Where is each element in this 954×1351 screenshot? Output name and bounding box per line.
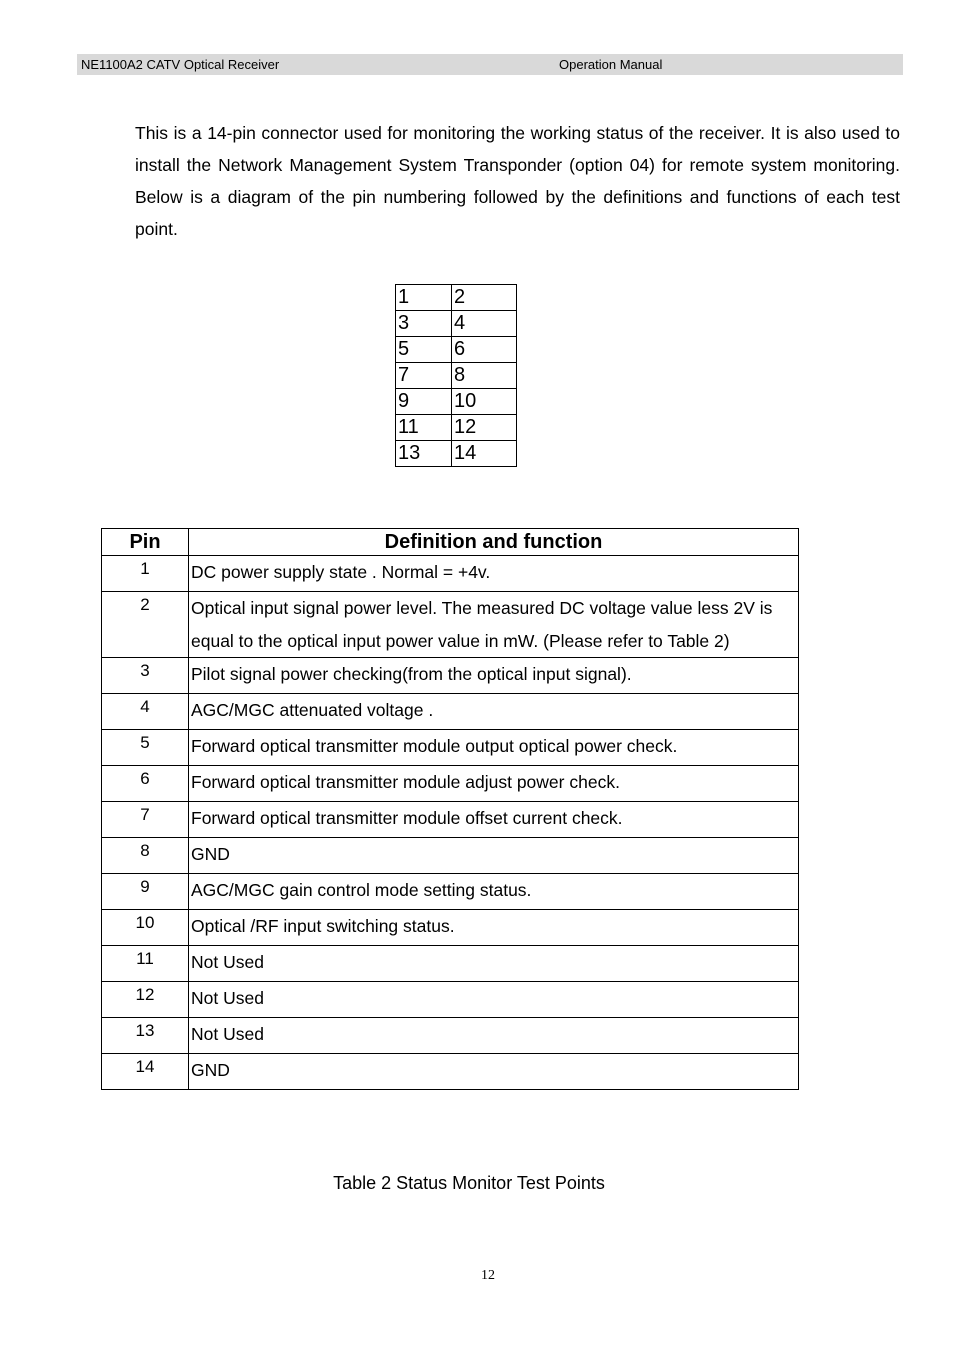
pin-number-cell: 2 <box>102 592 189 658</box>
pin-number-cell: 4 <box>102 694 189 730</box>
pin-number-cell: 7 <box>102 802 189 838</box>
pin-number-cell: 11 <box>102 946 189 982</box>
pin-grid-row <box>396 311 517 337</box>
table-header-row <box>102 529 799 556</box>
definition-cell: AGC/MGC attenuated voltage . <box>189 694 799 730</box>
pin-number-cell: 8 <box>102 838 189 874</box>
table-row <box>102 1018 799 1054</box>
pin-column-header: Pin <box>102 529 189 556</box>
pin-definition-table <box>101 528 799 1090</box>
page-header <box>77 54 903 75</box>
pin-grid-cell: 7 <box>396 363 452 389</box>
pin-number-cell: 12 <box>102 982 189 1018</box>
definition-cell: Optical /RF input switching status. <box>189 910 799 946</box>
pin-grid-row <box>396 415 517 441</box>
pin-number-cell: 10 <box>102 910 189 946</box>
pin-grid-cell: 11 <box>396 415 452 441</box>
pin-grid-cell: 8 <box>452 363 517 389</box>
pin-grid-cell: 6 <box>452 337 517 363</box>
pin-grid-row <box>396 285 517 311</box>
pin-number-cell: 9 <box>102 874 189 910</box>
table-row <box>102 766 799 802</box>
pin-grid-cell: 4 <box>452 311 517 337</box>
definition-cell: AGC/MGC gain control mode setting status. <box>189 874 799 910</box>
table-row <box>102 730 799 766</box>
pin-grid-cell: 2 <box>452 285 517 311</box>
pin-grid-cell: 5 <box>396 337 452 363</box>
definition-cell: Not Used <box>189 1018 799 1054</box>
table-row <box>102 556 799 592</box>
pin-grid-cell: 3 <box>396 311 452 337</box>
table-row <box>102 838 799 874</box>
pin-numbering-diagram <box>395 284 517 467</box>
pin-grid-row <box>396 441 517 467</box>
intro-paragraph: This is a 14-pin connector used for monitoring the working status of the receiver. It is also used to install the Network Management System Transponder (option 04) for remote system monitoring. Below is a diagram of the pin numbering followed by the definitions and functions of each test point. <box>135 123 900 239</box>
pin-grid-row <box>396 337 517 363</box>
pin-grid-cell: 1 <box>396 285 452 311</box>
table-row <box>102 592 799 658</box>
table-row <box>102 802 799 838</box>
page-number: 12 <box>481 1268 495 1283</box>
definition-column-header: Definition and function <box>189 529 799 556</box>
pin-number-cell: 3 <box>102 658 189 694</box>
table-row <box>102 982 799 1018</box>
table-row <box>102 946 799 982</box>
definition-cell: Not Used <box>189 982 799 1018</box>
pin-grid-cell: 9 <box>396 389 452 415</box>
pin-number-cell: 1 <box>102 556 189 592</box>
pin-grid-cell: 10 <box>452 389 517 415</box>
definition-cell: Pilot signal power checking(from the optical input signal). <box>189 658 799 694</box>
pin-grid-cell: 13 <box>396 441 452 467</box>
definition-cell: Forward optical transmitter module output optical power check. <box>189 730 799 766</box>
document-title: NE1100A2 CATV Optical Receiver <box>81 57 280 72</box>
pin-grid-row <box>396 363 517 389</box>
pin-number-cell: 14 <box>102 1054 189 1090</box>
pin-grid-cell: 12 <box>452 415 517 441</box>
definition-cell: Optical input signal power level. The measured DC voltage value less 2V is equal to the optical input power value in mW. (Please refer to Table 2) <box>189 592 799 658</box>
definition-cell: Forward optical transmitter module offset current check. <box>189 802 799 838</box>
table-row <box>102 694 799 730</box>
definition-cell: GND <box>189 1054 799 1090</box>
definition-cell: DC power supply state . Normal = +4v. <box>189 556 799 592</box>
pin-number-cell: 13 <box>102 1018 189 1054</box>
table-caption: Table 2 Status Monitor Test Points <box>333 1173 605 1193</box>
definition-cell: Forward optical transmitter module adjust power check. <box>189 766 799 802</box>
pin-grid-cell: 14 <box>452 441 517 467</box>
table-row <box>102 874 799 910</box>
definition-cell: GND <box>189 838 799 874</box>
pin-grid-row <box>396 389 517 415</box>
manual-type: Operation Manual <box>559 57 663 72</box>
definition-cell: Not Used <box>189 946 799 982</box>
table-row <box>102 1054 799 1090</box>
table-row <box>102 910 799 946</box>
pin-number-cell: 6 <box>102 766 189 802</box>
table-row <box>102 658 799 694</box>
pin-number-cell: 5 <box>102 730 189 766</box>
